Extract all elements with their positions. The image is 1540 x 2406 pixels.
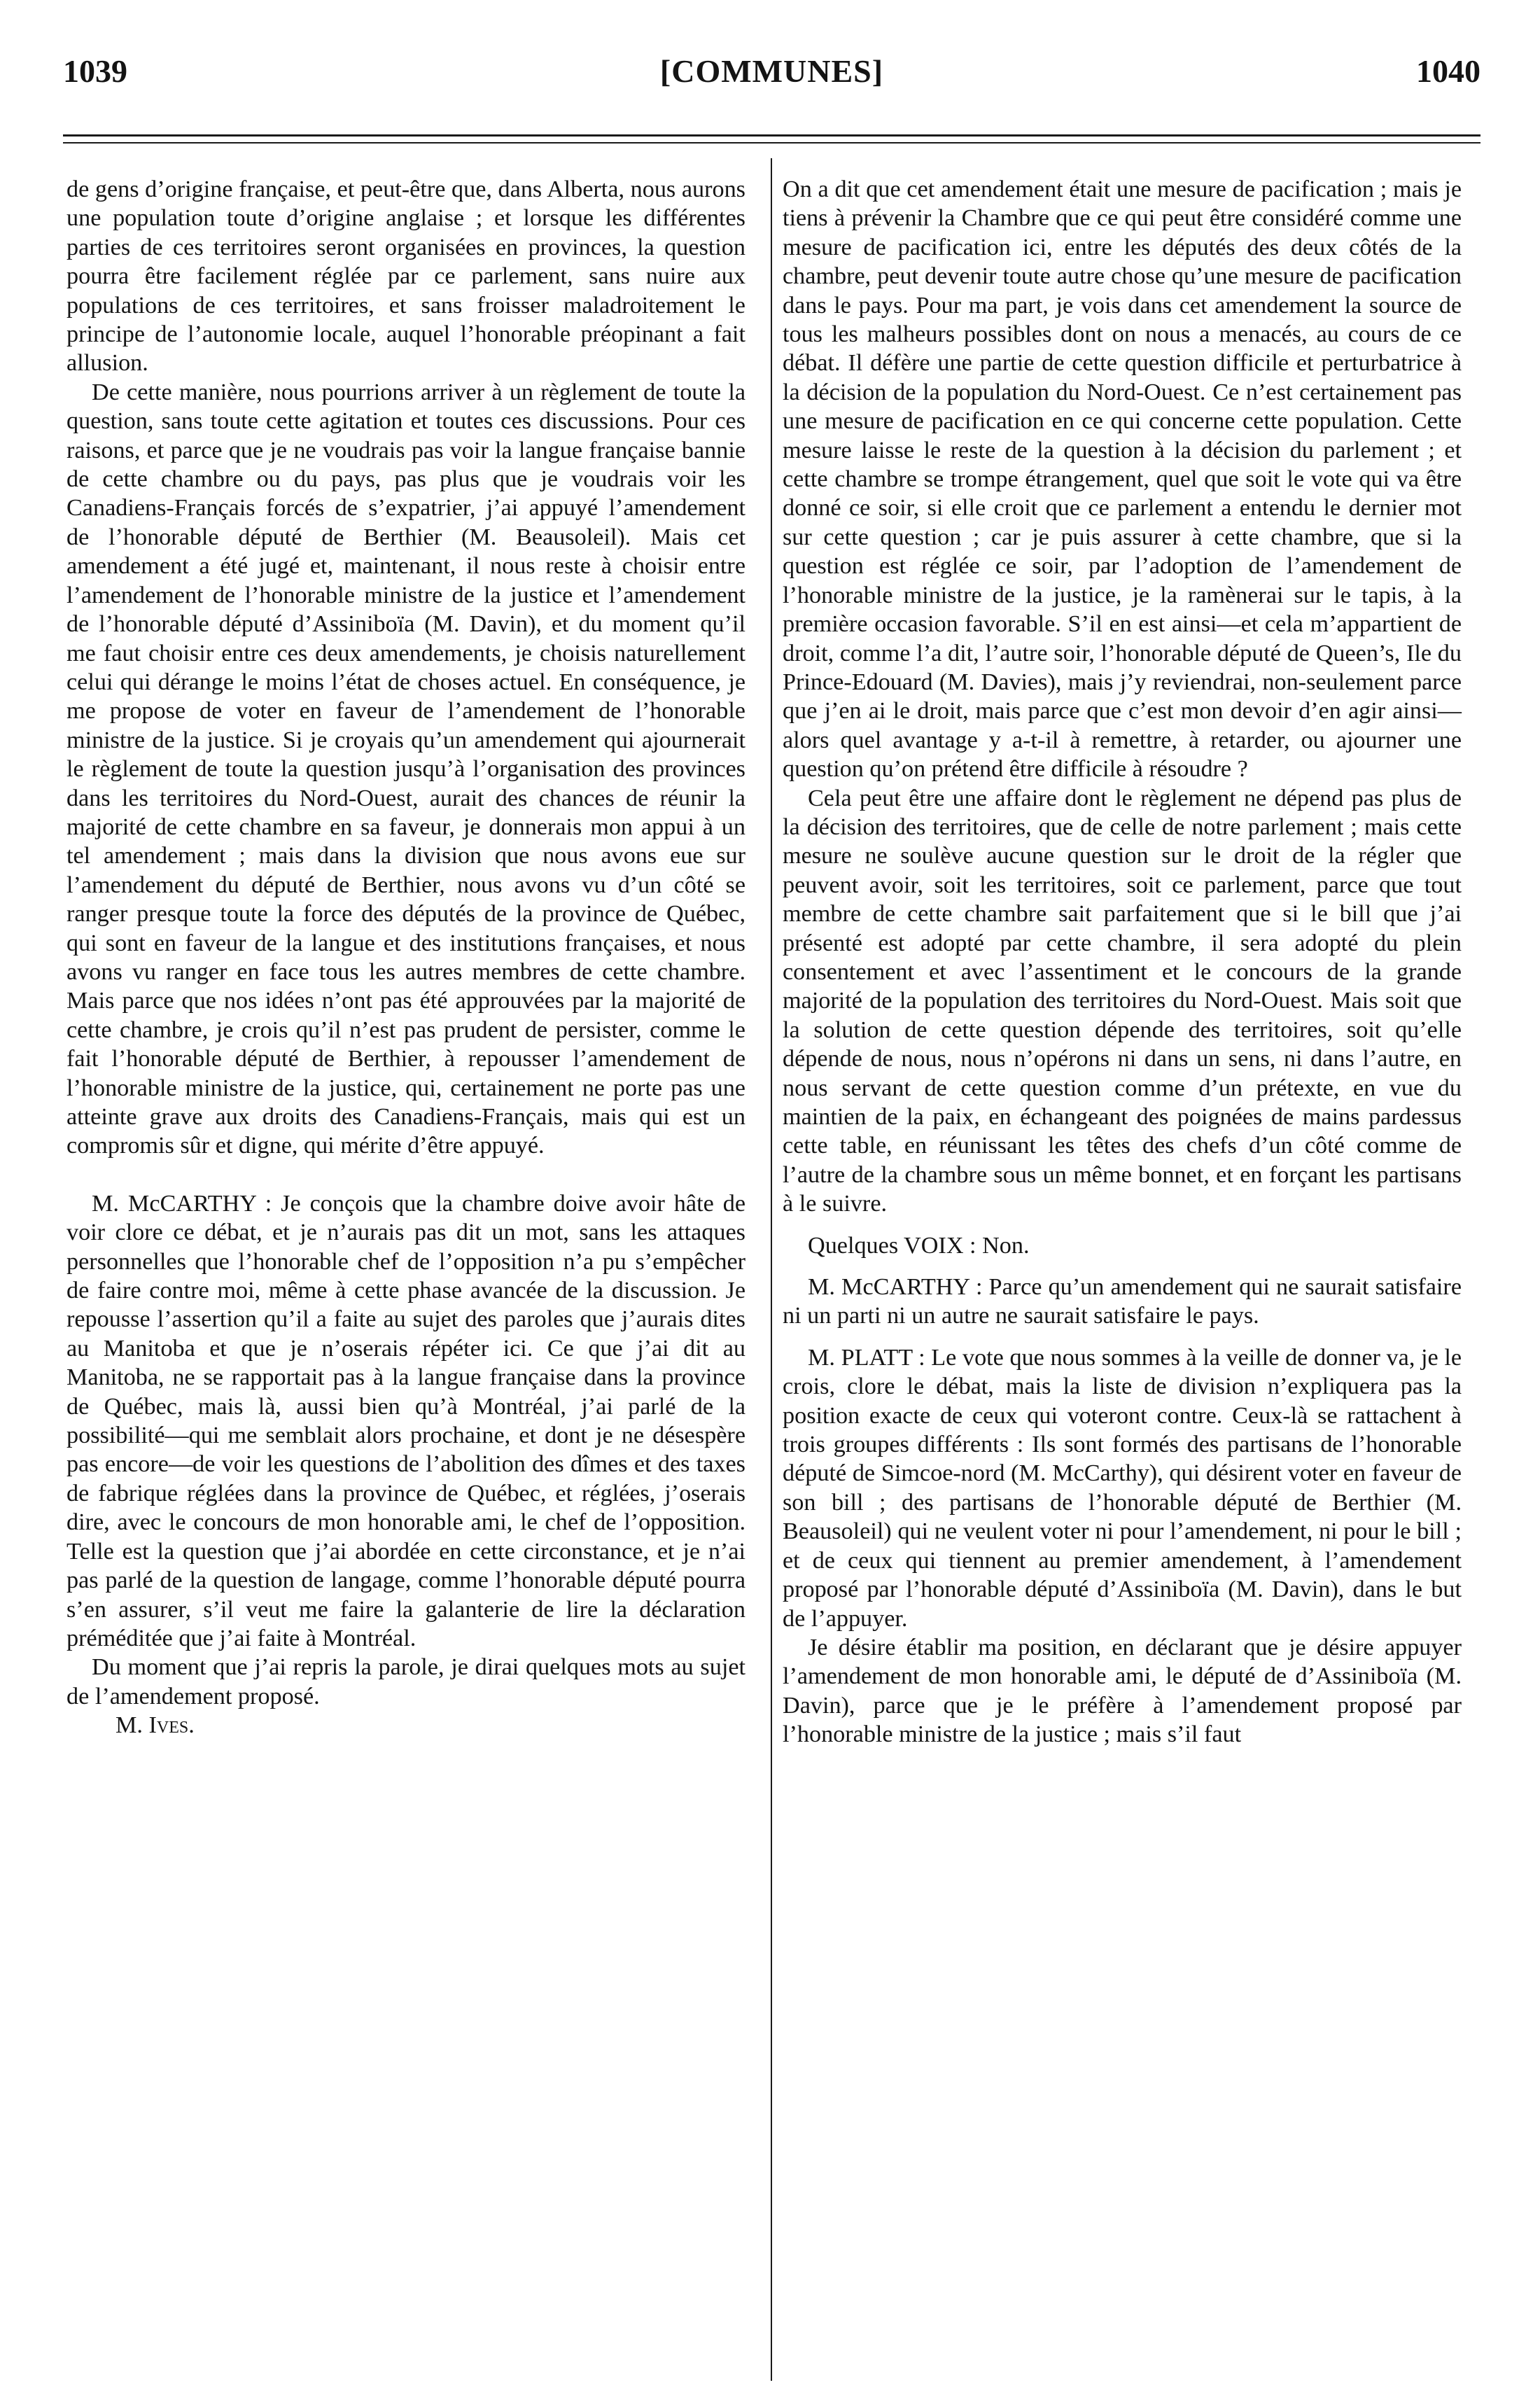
paragraph: Je désire établir ma position, en déclarant que je désire appuyer l’amendement de mon honorable ami, le député de d’Assiniboïa (M. Davin), parce que je le préfère à l’amendement proposé par l’honorable ministre de la justice ; mais s’il faut bbox=[783, 1634, 1462, 1748]
page-number-right: 1040 bbox=[1416, 53, 1480, 89]
speech-mccarthy: M. McCARTHY : Je conçois que la chambre doive avoir hâte de voir clore ce débat, et je n’aurais pas dit un mot, sans les attaques personnelles que l’honorable chef de l’opposition n’a pu s’empêcher de faire contre moi, même à cette phase avancée de la discussion. Je repousse l’assertion qu’il a faite au sujet des paroles que j’aurais dites au Manitoba et que je n’oserais répéter ici. Ce que j’ai dit au Manitoba, ne se rapportait pas à la langue française dans la province de Québec, mais là, aussi bien qu’à Montréal, j’ai parlé de la possibilité—qui me semblait alors prochaine, et dont je ne désespère pas encore—de voir les questions de l’abolition des dîmes et des taxes de fabrique réglées dans la province de Québec, et réglées, j’oserais dire, avec le concours de mon honorable ami, le chef de l’opposition. Telle est la question que j’ai abordée en cette circonstance, et je n’ai pas parlé de la question de langage, comme l’honorable député pourra s’en assurer, s’il veut me faire la galanterie de lire la déclaration préméditée que j’ai faite à Montréal. bbox=[66, 1190, 746, 1651]
right-column bbox=[783, 175, 1462, 1749]
interjection: Quelques VOIX : Non. bbox=[808, 1232, 1030, 1259]
paragraph: On a dit que cet amendement était une mesure de pacification ; mais je tiens à prévenir la Chambre que ce qui peut être considéré comme une mesure de pacification ici, entre les députés des deux côtés de la chambre, peut devenir toute autre chose qu’une mesure de pacification dans le pays. Pour ma part, je vois dans cet amendement la source de tous les malheurs possibles dont on nous a menacés, au cours de ce débat. Il défère une partie de cette question difficile et perturbatrice à la décision de la population du Nord-Ouest. Ce n’est certainement pas une mesure de pacification en ce qui concerne cette population. Cette mesure laisse le reste de la question à la décision du parlement ; et cette chambre se trompe étrangement, quel que soit le vote qui va être donné ce soir, si elle croit que ce parlement a entendu le dernier mot sur cette question ; car je puis assurer à cette chambre, que si la question est réglée ce soir, par l’adoption de l’amendement de l’honorable ministre de la justice, je la ramènerai sur le tapis, à la première occasion favorable. S’il en est ainsi—et cela m’appartient de droit, comme l’a dit, l’autre soir, l’honorable député de Queen’s, Ile du Prince-Edouard (M. Davies), mais j’y reviendrai, non-seulement parce que j’en ai le droit, mais parce que c’est mon devoir d’en agir ainsi—alors quel avantage y a-t-il à remettre, à retarder, ou ajourner une question qu’on prétend être difficile à résoudre ? bbox=[783, 176, 1462, 783]
speech-mccarthy: M. McCARTHY : Parce qu’un amendement qui ne saurait satisfaire ni un parti ni un autre ne saurait satisfaire le pays. bbox=[783, 1274, 1462, 1329]
paragraph: de gens d’origine française, et peut-être que, dans Alberta, nous aurons une population toute d’origine anglaise ; et lorsque les différentes parties de ces territoires seront organisées en provinces, la question pourra être facilement réglée par ce parlement, sans nuire aux populations de ces territoires, et sans froisser maladroitement le principe de l’autonomie locale, auquel l’honorable préopinant a fait allusion. bbox=[66, 176, 746, 377]
column-divider bbox=[771, 158, 772, 2381]
paragraph: Cela peut être une affaire dont le règlement ne dépend pas plus de la décision des territoires, que de celle de notre parlement ; mais cette mesure ne soulève aucune question sur le droit de la régler que peuvent avoir, soit les territoires, soit ce parlement, parce que tout membre de cette chambre sait parfaitement que si le bill que j’ai présenté est adopté par cette chambre, il sera adopté du plein consentement et avec l’assentiment et le concours de la grande majorité de la population des territoires du Nord-Ouest. Mais soit que la solution de cette question dépende des territoires, soit qu’elle dépende de nous, nous n’opérons ni dans un sens, ni dans l’autre, en nous servant de cette question comme d’un prétexte, en vue du maintien de la paix, en échangeant des poignées de mains pardessus cette table, en réunissant les têtes des chefs d’un côté comme de l’autre de la chambre sous un même bonnet, et en forçant les partisans à le suivre. bbox=[783, 785, 1462, 1217]
page-header bbox=[63, 41, 1480, 104]
header-rule bbox=[63, 134, 1480, 137]
header-rule-thin bbox=[63, 142, 1480, 144]
paragraph: De cette manière, nous pourrions arriver à un règlement de toute la question, sans toute cette agitation et toutes ces discussions. Pour ces raisons, et parce que je ne voudrais pas voir la langue française bannie de cette chambre ou du pays, pas plus que je voudrais voir les Canadiens-Français forcés de s’expatrier, j’ai appuyé l’amendement de l’honorable député de Berthier (M. Beausoleil). Mais cet amendement a été jugé et, maintenant, il nous reste à choisir entre l’amendement de l’honorable ministre de la justice et l’amendement de l’honorable député d’Assiniboïa (M. Davin), et du moment qu’il me faut choisir entre ces deux amendements, je choisis naturellement celui qui dérange le moins l’état de choses actuel. En conséquence, je me propose de voter en faveur de l’amendement de l’honorable ministre de la justice. Si je croyais qu’un amendement qui ajournerait le règlement de toute la question jusqu’à l’organisation des provinces dans les territoires du Nord-Ouest, aurait des chances de réunir la majorité de cette chambre en sa faveur, je donnerais mon appui à un tel amendement ; mais dans la division que nous avons eue sur l’amendement du député de Berthier, nous avons vu d’un côté se ranger presque toute la force des députés de la province de Québec, qui sont en faveur de la langue et des institutions françaises, et nous avons vu ranger en face tous les autres membres de cette chambre. Mais parce que nos idées n’ont pas été approuvées par la majorité de cette chambre, je crois qu’il n’est pas prudent de persister, comme le fait l’honorable député de Berthier, à repousser l’amendement de l’honorable ministre de la justice, qui, certainement ne porte pas une atteinte grave aux droits des Canadiens-Français, mais qui est un compromis sûr et digne, qui mérite d’être appuyé. bbox=[66, 379, 746, 1159]
footer-speaker-name: M. Ives. bbox=[115, 1712, 195, 1739]
running-head: [COMMUNES] bbox=[659, 53, 884, 89]
paragraph: Du moment que j’ai repris la parole, je dirai quelques mots au sujet de l’amendement proposé. bbox=[66, 1654, 746, 1709]
left-column bbox=[66, 175, 746, 1740]
page-number-left: 1039 bbox=[63, 53, 127, 89]
speech-platt: M. PLATT : Le vote que nous sommes à la veille de donner va, je le crois, clore le débat, mais la liste de division n’expliquera pas la position exacte de ceux qui voteront contre. Ceux-là se rattachent à trois groupes différents : Ils sont formés des partisans de l’honorable député de Simcoe-nord (M. McCarthy), qui désirent voter en faveur de son bill ; des partisans de l’honorable député de Berthier (M. Beausoleil) qui ne veulent voter ni pour l’amendement, ni pour le bill ; et de ceux qui tiennent au premier amendement, à l’amendement proposé par l’honorable député d’Assiniboïa (M. Davin), dans le but de l’appuyer. bbox=[783, 1344, 1462, 1632]
